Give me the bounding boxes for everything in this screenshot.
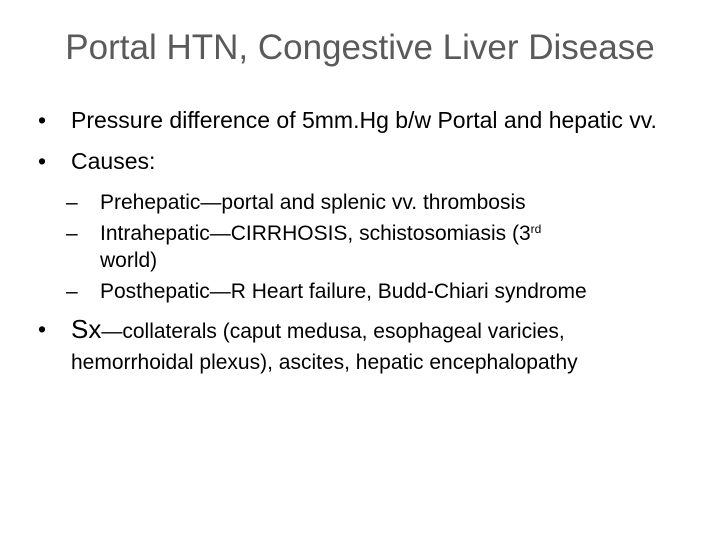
sub-bullet-text: Prehepatic—portal and splenic vv. thrombosis xyxy=(100,191,526,214)
bullet-pressure-difference xyxy=(38,105,698,136)
dash-marker: – xyxy=(66,222,78,245)
superscript-rd: rd xyxy=(530,222,542,236)
sub-bullet-intrahepatic xyxy=(38,220,698,274)
bullet-symptoms xyxy=(38,314,698,379)
slide-title: Portal HTN, Congestive Liver Disease xyxy=(65,28,655,67)
sub-bullet-text-continued: world) xyxy=(100,249,158,272)
bullet-text: Causes: xyxy=(71,148,156,174)
sx-label: Sx xyxy=(71,314,102,344)
bullet-marker: • xyxy=(38,316,47,342)
bullet-text: —collaterals (caput medusa, esophageal varicies, xyxy=(101,320,565,343)
dash-marker: – xyxy=(66,280,78,303)
causes-sublist xyxy=(38,189,698,305)
sub-bullet-text: Posthepatic—R Heart failure, Budd-Chiari syndrome xyxy=(100,280,587,303)
slide-body xyxy=(38,105,698,379)
bullet-marker: • xyxy=(38,107,47,133)
bullet-text-continued: hemorrhoidal plexus), ascites, hepatic encephalopathy xyxy=(71,351,578,374)
bullet-causes xyxy=(38,146,698,177)
bullet-text: Pressure difference of 5mm.Hg b/w Portal and hepatic vv. xyxy=(71,107,657,133)
sub-bullet-posthepatic xyxy=(38,278,698,305)
bullet-marker: • xyxy=(38,148,47,174)
dash-marker: – xyxy=(66,191,78,214)
sub-bullet-text: Intrahepatic—CIRRHOSIS, schistosomiasis (3 xyxy=(100,222,531,245)
sub-bullet-prehepatic xyxy=(38,189,698,216)
